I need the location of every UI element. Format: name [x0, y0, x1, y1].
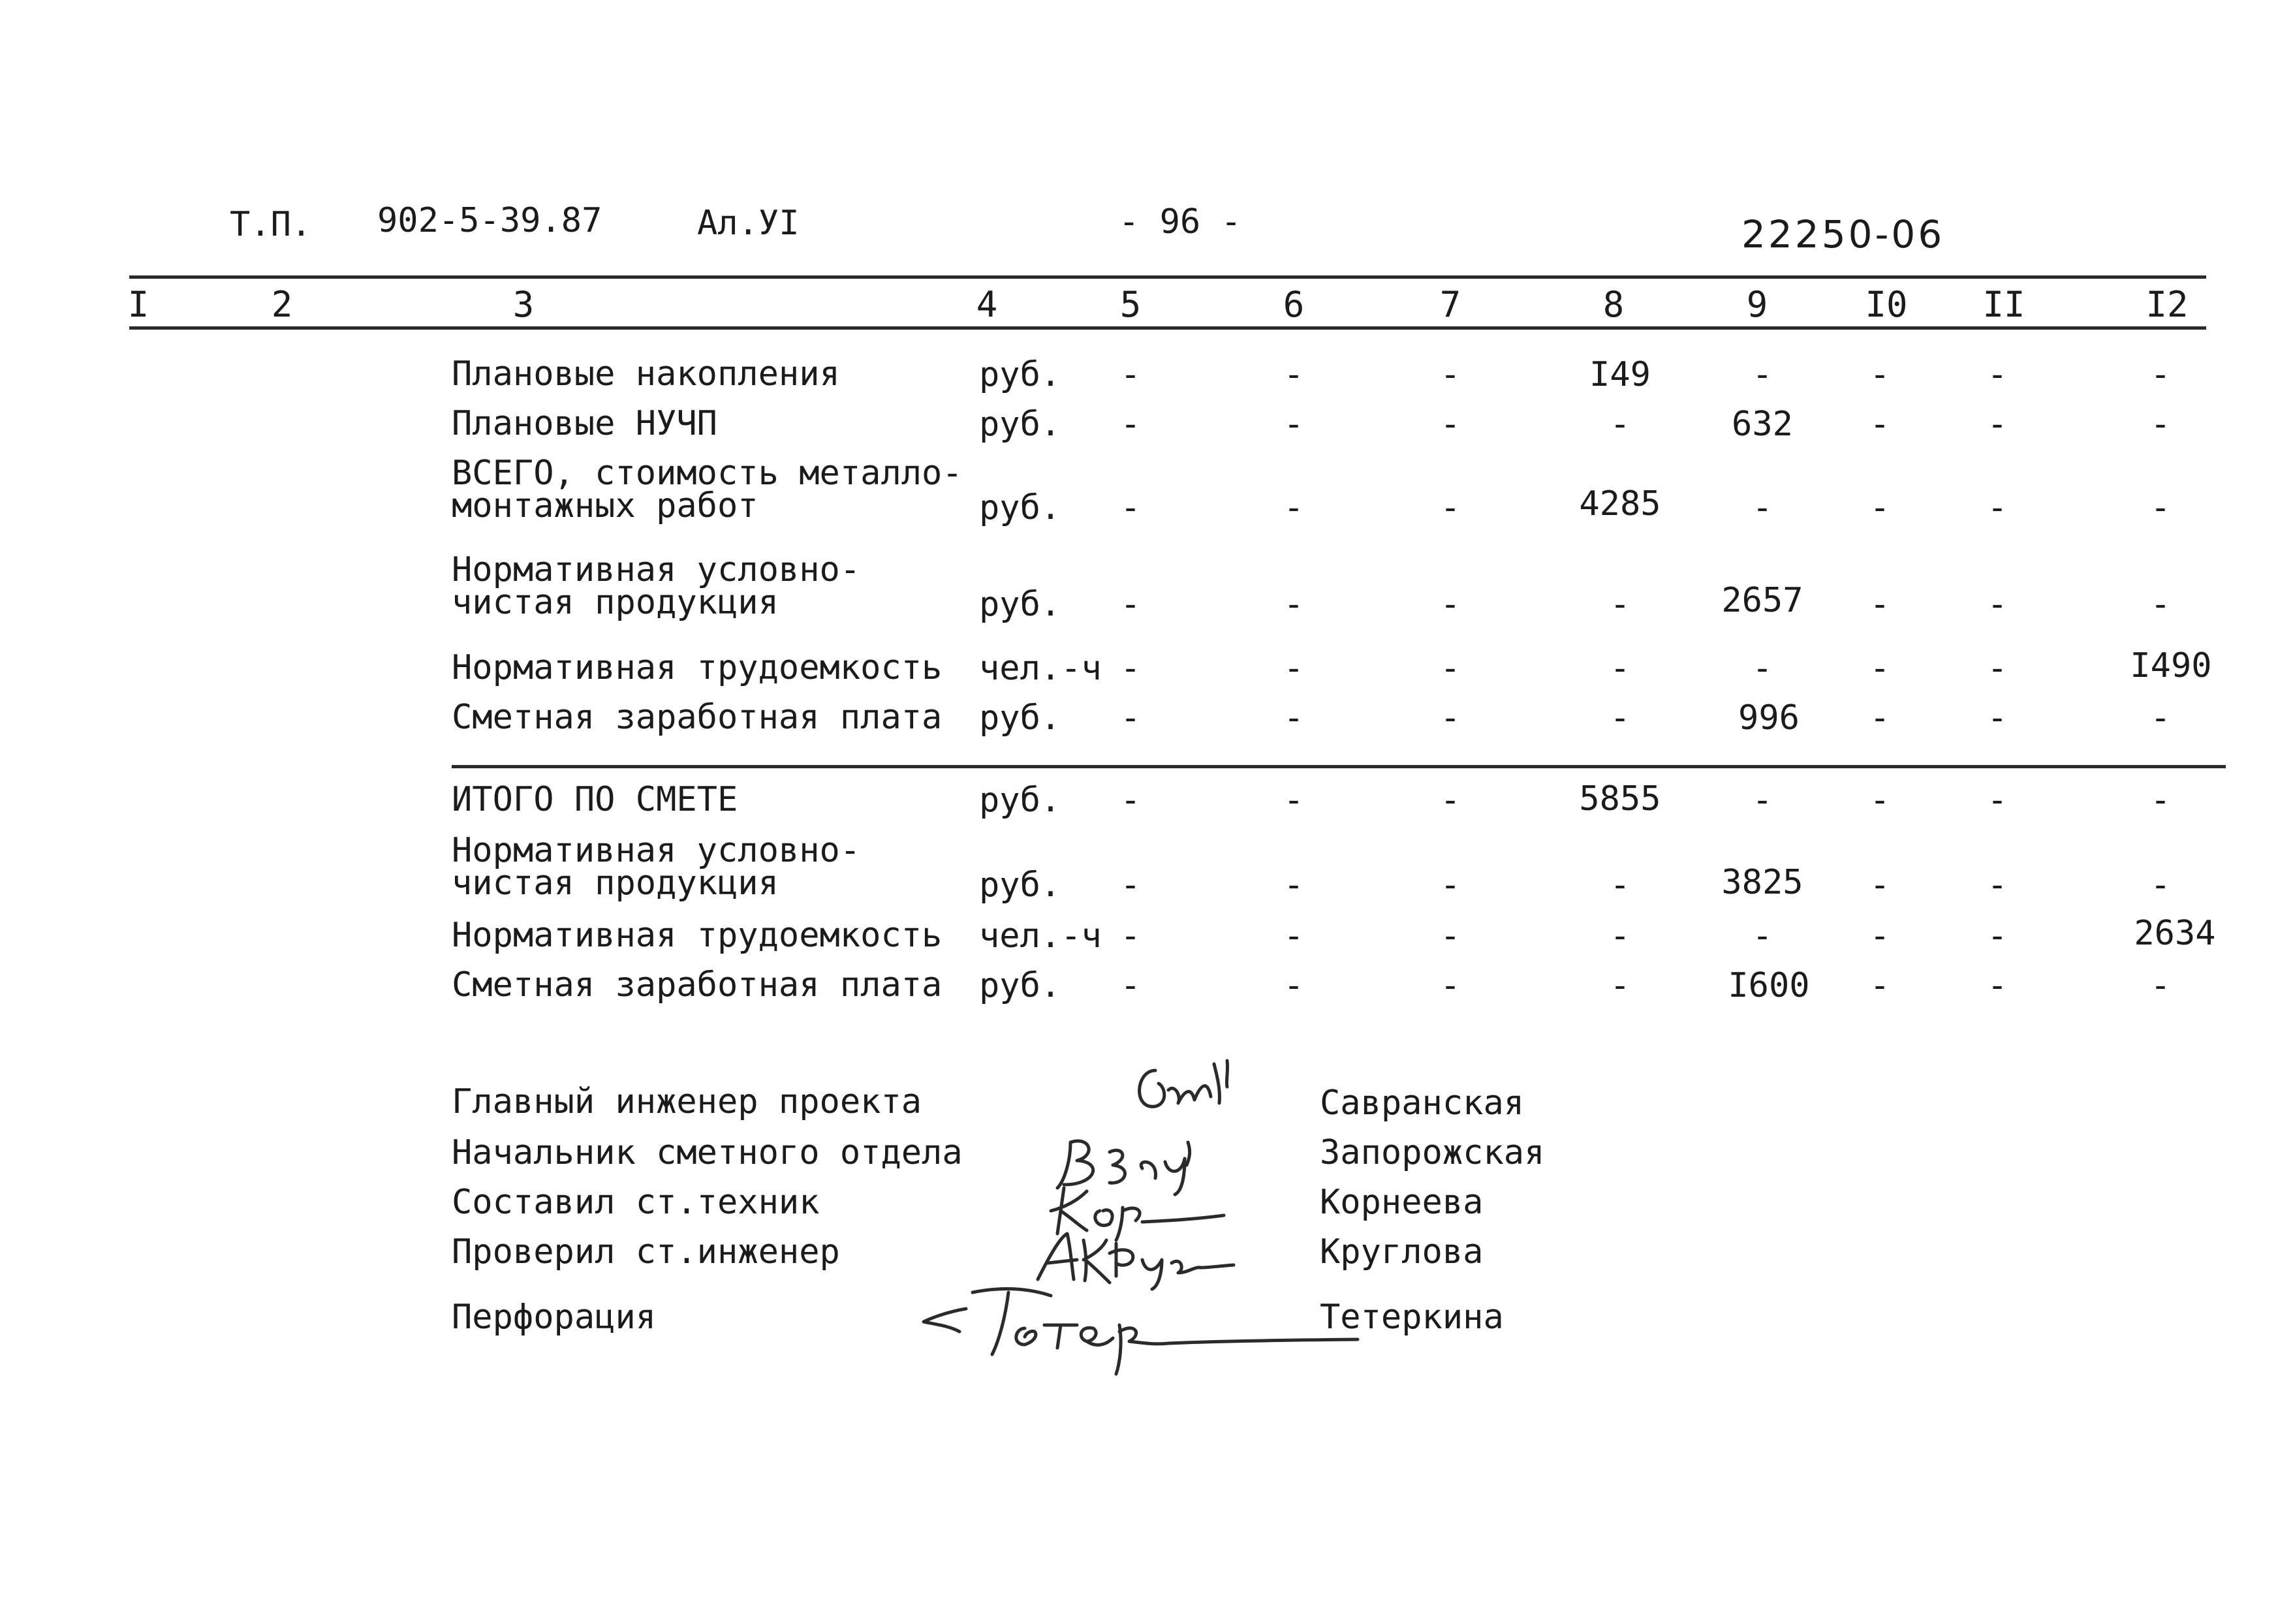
row-label: Сметная заработная плата	[452, 698, 943, 737]
cell-col11: -	[1987, 355, 2008, 394]
handwritten-signature	[1129, 1051, 1247, 1123]
page-number: - 96 -	[1119, 202, 1241, 242]
row-unit: руб.	[979, 488, 1061, 527]
cell-col8: 5855	[1579, 779, 1661, 819]
row-label: Нормативная условно-	[452, 831, 861, 870]
cell-col8: -	[1610, 649, 1630, 688]
cell-col6: -	[1283, 649, 1304, 688]
cell-col5: -	[1120, 649, 1141, 688]
cell-col10: -	[1869, 488, 1890, 527]
cell-col9: -	[1752, 355, 1773, 394]
column-number: II	[1982, 284, 2025, 325]
cell-col8: -	[1610, 698, 1630, 738]
cell-col12: I490	[2130, 646, 2212, 685]
cell-col10: -	[1869, 405, 1890, 444]
cell-col5: -	[1120, 698, 1141, 738]
row-label: Нормативная условно-	[452, 550, 861, 589]
cell-col11: -	[1987, 698, 2008, 738]
table-row	[0, 404, 2293, 446]
signature-role: Начальник сметного отдела	[452, 1133, 963, 1172]
cell-col11: -	[1987, 781, 2008, 820]
row-label: Плановые НУЧП	[452, 404, 717, 443]
cell-col6: -	[1283, 916, 1304, 956]
row-unit: руб.	[979, 781, 1061, 820]
cell-col6: -	[1283, 781, 1304, 820]
document-number: 22250-06	[1741, 212, 1945, 257]
column-number: 5	[1119, 284, 1142, 325]
cell-col9: -	[1752, 649, 1773, 688]
signatory-name: Тетеркина	[1320, 1298, 1504, 1337]
cell-col12: -	[2150, 698, 2171, 738]
row-label: Плановые накопления	[452, 354, 840, 394]
cell-col12: -	[2150, 488, 2171, 527]
cell-col6: -	[1283, 488, 1304, 527]
cell-col10: -	[1869, 585, 1890, 624]
column-number: 6	[1283, 284, 1305, 325]
cell-col8: I49	[1589, 355, 1651, 394]
cell-col7: -	[1440, 781, 1461, 820]
signature-role: Главный инженер проекта	[452, 1082, 922, 1121]
cell-col11: -	[1987, 488, 2008, 527]
cell-col8: -	[1610, 916, 1630, 956]
row-unit: руб.	[979, 966, 1061, 1005]
table-row	[0, 550, 2293, 625]
cell-col12: -	[2150, 866, 2171, 905]
signatory-name: Круглова	[1320, 1232, 1484, 1272]
handwritten-signature	[920, 1279, 1364, 1377]
table-row	[0, 965, 2293, 1008]
table-row	[0, 454, 2293, 529]
cell-col7: -	[1440, 698, 1461, 738]
cell-col9: 632	[1732, 405, 1793, 444]
column-number: 9	[1746, 284, 1768, 325]
row-unit: чел.-ч	[979, 916, 1102, 956]
cell-col8: -	[1610, 585, 1630, 624]
cell-col5: -	[1120, 405, 1141, 444]
cell-col11: -	[1987, 966, 2008, 1005]
section-separator-rule	[452, 765, 2226, 768]
album-label: Ал.УI	[697, 204, 800, 243]
row-label: Сметная заработная плата	[452, 965, 943, 1005]
row-unit: руб.	[979, 405, 1061, 444]
cell-col10: -	[1869, 355, 1890, 394]
table-row	[0, 646, 2293, 691]
series-label: Т.П.	[230, 205, 312, 244]
cell-col6: -	[1283, 866, 1304, 905]
row-label: Нормативная трудоемкость	[452, 648, 943, 687]
cell-col7: -	[1440, 866, 1461, 905]
cell-col5: -	[1120, 916, 1141, 956]
table-row	[0, 354, 2293, 397]
signatory-name: Запорожская	[1320, 1133, 1545, 1172]
cell-col7: -	[1440, 649, 1461, 688]
column-number: I	[127, 284, 149, 325]
cell-col11: -	[1987, 405, 2008, 444]
cell-col6: -	[1283, 355, 1304, 394]
cell-col8: -	[1610, 405, 1630, 444]
column-number: 8	[1602, 284, 1625, 325]
column-number: 7	[1439, 284, 1461, 325]
cell-col12: -	[2150, 405, 2171, 444]
cell-col8: -	[1610, 966, 1630, 1005]
column-number: 2	[271, 284, 293, 325]
cell-col6: -	[1283, 405, 1304, 444]
cell-col7: -	[1440, 966, 1461, 1005]
project-code: 902-5-39.87	[377, 201, 602, 240]
column-number: I0	[1865, 284, 1908, 325]
row-label: ВСЕГО, стоимость металло-	[452, 454, 963, 493]
cell-col7: -	[1440, 488, 1461, 527]
signatory-name: Савранская	[1320, 1084, 1525, 1123]
cell-col9: I600	[1728, 966, 1810, 1005]
cell-col9: -	[1752, 916, 1773, 956]
header-top-rule	[129, 275, 2206, 279]
cell-col5: -	[1120, 781, 1141, 820]
cell-col10: -	[1869, 866, 1890, 905]
cell-col5: -	[1120, 355, 1141, 394]
cell-col10: -	[1869, 649, 1890, 688]
row-unit: руб.	[979, 585, 1061, 624]
cell-col6: -	[1283, 966, 1304, 1005]
cell-col5: -	[1120, 866, 1141, 905]
cell-col5: -	[1120, 966, 1141, 1005]
cell-col12: 2634	[2134, 914, 2216, 953]
row-unit: руб.	[979, 866, 1061, 905]
cell-col12: -	[2150, 781, 2171, 820]
cell-col9: 996	[1738, 698, 1800, 738]
row-unit: руб.	[979, 698, 1061, 738]
column-number: 4	[976, 284, 998, 325]
header-bottom-rule	[129, 326, 2206, 330]
cell-col9: -	[1752, 781, 1773, 820]
column-number: I2	[2145, 284, 2189, 325]
column-number: 3	[512, 284, 535, 325]
cell-col9: 3825	[1721, 863, 1803, 902]
cell-col10: -	[1869, 966, 1890, 1005]
cell-col6: -	[1283, 585, 1304, 624]
cell-col11: -	[1987, 916, 2008, 956]
cell-col8: 4285	[1579, 484, 1661, 523]
cell-col10: -	[1869, 916, 1890, 956]
cell-col7: -	[1440, 585, 1461, 624]
cell-col5: -	[1120, 585, 1141, 624]
cell-col11: -	[1987, 866, 2008, 905]
cell-col9: -	[1752, 488, 1773, 527]
signature-role: Составил ст.техник	[452, 1183, 820, 1222]
cell-col11: -	[1987, 585, 2008, 624]
table-row	[0, 698, 2293, 740]
signatory-name: Корнеева	[1320, 1183, 1484, 1222]
cell-col6: -	[1283, 698, 1304, 738]
table-row	[0, 831, 2293, 906]
cell-col10: -	[1869, 698, 1890, 738]
cell-col7: -	[1440, 916, 1461, 956]
cell-col12: -	[2150, 585, 2171, 624]
row-label: ИТОГО ПО СМЕТЕ	[452, 780, 738, 819]
cell-col9: 2657	[1721, 581, 1803, 620]
cell-col7: -	[1440, 405, 1461, 444]
table-row	[0, 779, 2293, 822]
row-unit: руб.	[979, 355, 1061, 394]
row-label: Нормативная трудоемкость	[452, 916, 943, 955]
cell-col8: -	[1610, 866, 1630, 905]
cell-col5: -	[1120, 488, 1141, 527]
row-unit: чел.-ч	[979, 649, 1102, 688]
row-label: чистая продукция	[452, 864, 779, 903]
cell-col12: -	[2150, 966, 2171, 1005]
cell-col7: -	[1440, 355, 1461, 394]
cell-col10: -	[1869, 781, 1890, 820]
signature-role: Перфорация	[452, 1298, 657, 1337]
row-label: чистая продукция	[452, 583, 779, 622]
cell-col11: -	[1987, 649, 2008, 688]
row-label: монтажных работ	[452, 486, 758, 525]
table-row	[0, 914, 2293, 958]
cell-col12: -	[2150, 355, 2171, 394]
signature-role: Проверил ст.инженер	[452, 1232, 840, 1272]
